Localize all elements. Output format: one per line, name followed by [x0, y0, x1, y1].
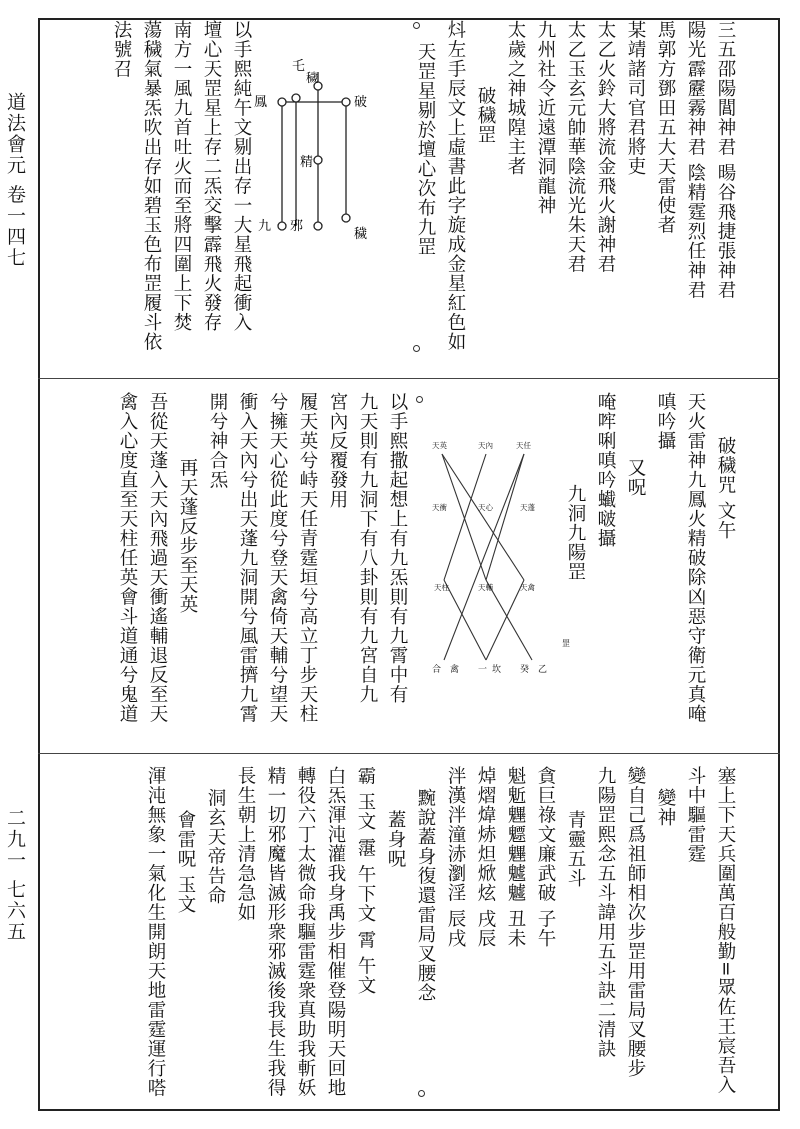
- diagram-label: 邪: [290, 219, 304, 234]
- text-line: 九陽罡熙念五斗諱用五斗訣二清訣: [595, 766, 616, 1059]
- circle-mark: [418, 1090, 425, 1097]
- text-line: 某靖諸司官君將吏: [625, 20, 646, 176]
- text-line: 變自己爲祖師相次步罡用雷局叉腰步: [625, 766, 646, 1078]
- text-line: 衝入天內兮出天蓬九洞開兮風雷擠九霄: [237, 392, 258, 724]
- diagram-label: 破: [354, 95, 368, 110]
- circle-mark: [416, 396, 423, 403]
- text-line: 長生朝上清急急如: [235, 766, 256, 922]
- text-line: 渾沌無象一氣化生開朗天地雷霆運行嗒: [145, 766, 166, 1098]
- panel-1-left: [80, 20, 256, 375]
- circle-mark: [413, 22, 420, 29]
- panel-3-text: [140, 766, 740, 1106]
- section-divider-2: [38, 753, 780, 754]
- page-number: 二九一 七六五: [4, 808, 26, 943]
- footer-label: 禽: [450, 665, 460, 675]
- text-line: 嗔吟攝: [655, 392, 676, 451]
- node-label: 天禽: [520, 583, 535, 592]
- text-line: 壇心天罡星上存二炁交擊霹飛火發存: [201, 20, 222, 332]
- panel-2-left: [80, 392, 412, 744]
- section-heading: 會雷呪 玉文: [175, 810, 196, 915]
- panel-3: [80, 766, 740, 1106]
- text-line: 貪巨祿文廉武破 子午: [535, 766, 556, 949]
- section-heading: 破穢咒 文午: [715, 436, 736, 541]
- text-line: 唵哰唎嗔吟蠘啵攝: [595, 392, 616, 548]
- text-line: 三五邵陽閶神君 暘谷飛捷張神君: [715, 20, 736, 300]
- section-heading: 變神: [655, 788, 676, 827]
- text-line: 太乙火鈴大將流金飛火謝神君: [595, 20, 616, 274]
- node-label: 天輔: [478, 583, 493, 592]
- diagram-label: 鳳: [254, 95, 268, 110]
- node-label: 天英: [432, 441, 447, 450]
- text-line: 兮擁天心從此度兮登天禽倚天輔兮望天: [267, 392, 288, 724]
- text-line: 九州社令近遠潭洞龍神: [535, 20, 556, 215]
- panel-1-diagram: [248, 48, 384, 243]
- text-line: 再天蓬反步至天英: [177, 458, 198, 614]
- text-line: 陽光霹靂霧神君 陰精霆烈任神君: [685, 20, 706, 300]
- text-line: 九天則有九洞下有八卦則有九宮自九: [357, 392, 378, 704]
- text-line: 天罡星剔於壇心次布九罡: [415, 42, 436, 257]
- text-line: 黦說蓋身復還雷局叉腰念: [415, 788, 436, 1003]
- text-line: 南方一風九首吐火而至將四圍上下焚: [171, 20, 192, 332]
- text-line: 精一切邪魔皆滅形衆邪滅後我長生我得: [265, 766, 286, 1098]
- circle-mark: [413, 345, 420, 352]
- panel-2-diagram: [420, 430, 570, 675]
- footer-label: 癸: [520, 665, 530, 675]
- text-line: 太歲之神城隍主者: [505, 20, 526, 176]
- diagram-mark: 罡: [562, 639, 570, 648]
- footer-label: 一: [478, 665, 488, 675]
- panel-1-text-left: [106, 20, 256, 375]
- text-line: 履天英兮峙天任青霆垣兮高立丁步天柱: [297, 392, 318, 724]
- text-line: 禽入心度直至天柱任英會斗道通兮鬼道: [117, 392, 138, 724]
- node-label: 天蓬: [520, 503, 535, 512]
- diagram-label: 乇: [292, 59, 306, 74]
- diagram-label: 精: [300, 155, 314, 170]
- footer-label: 坎: [492, 665, 502, 675]
- text-line: 焯熠煒焃炟焮炫 戌辰: [475, 766, 496, 949]
- node-label: 天柱: [434, 583, 449, 592]
- book-title: 道法會元 卷一四七: [4, 92, 26, 269]
- panel-2-text-right: [560, 392, 740, 744]
- text-line: 泮漢泮潼浾瀏淫 辰戌: [445, 766, 466, 949]
- footer-label: 乙: [538, 665, 548, 675]
- text-line: 馬郭方鄧田五大天雷使者: [655, 20, 676, 235]
- text-line: 以手熙純午文剔出存一大星飛起衝入: [231, 20, 252, 332]
- section-heading: 破穢罡: [475, 86, 496, 145]
- text-line: 斗中驅雷霆: [685, 766, 706, 864]
- text-line: 法號召: [111, 20, 132, 79]
- text-line: 轉役六丁太微命我驅雷霆衆真助我斬妖: [295, 766, 316, 1098]
- text-line: 吾從天蓬入天內飛過天衝遙輔退反至天: [147, 392, 168, 724]
- diagram-label: 九: [258, 219, 272, 234]
- text-line: 白炁渾沌灌我身禹步相催登陽明天回地: [325, 766, 346, 1098]
- text-line: 蕩穢氣暴炁吹出存如碧玉色布罡履斗依: [141, 20, 162, 352]
- diagram-label: 穢: [306, 71, 319, 85]
- section-heading: 蓋身呪: [385, 810, 406, 869]
- section-divider-1: [38, 378, 780, 379]
- node-label: 天任: [516, 441, 531, 450]
- section-heading: 青靈五斗: [565, 810, 586, 888]
- diagram-label: 穢: [354, 227, 368, 242]
- panel-2-text-left: [112, 392, 412, 744]
- text-line: 太乙玉玄元帥華陰流光朱天君: [565, 20, 586, 274]
- node-label: 天衝: [432, 503, 447, 512]
- text-line: 霸 玉文 霮 午下文 霄 午文: [355, 766, 376, 996]
- section-heading: 又呪: [625, 458, 646, 497]
- node-label: 天內: [478, 441, 493, 450]
- text-line: 以手熙撒起想上有九炁則有九霄中有: [387, 392, 408, 704]
- text-line: 開兮神合炁: [207, 392, 228, 490]
- text-line: 魁鬿魓魒魓魖魖 丑未: [505, 766, 526, 949]
- section-heading: 九洞九陽罡: [565, 484, 586, 582]
- text-line: 宮內反覆發用: [327, 392, 348, 509]
- text-line: 天火雷神九鳳火精破除凶惡守衛元真唵: [685, 392, 706, 724]
- text-line: 塞上下天兵圍萬百般勤=眾佐王宸吾入: [715, 766, 736, 1095]
- node-label: 天心: [478, 503, 493, 512]
- panel-1-text: [410, 20, 740, 375]
- text-line: 洞玄天帝告命: [205, 788, 226, 905]
- panel-2-right: [560, 392, 740, 744]
- text-line: 炓左手辰文上虛書此字旋成金星紅色如: [445, 20, 466, 352]
- footer-label: 合: [432, 665, 442, 675]
